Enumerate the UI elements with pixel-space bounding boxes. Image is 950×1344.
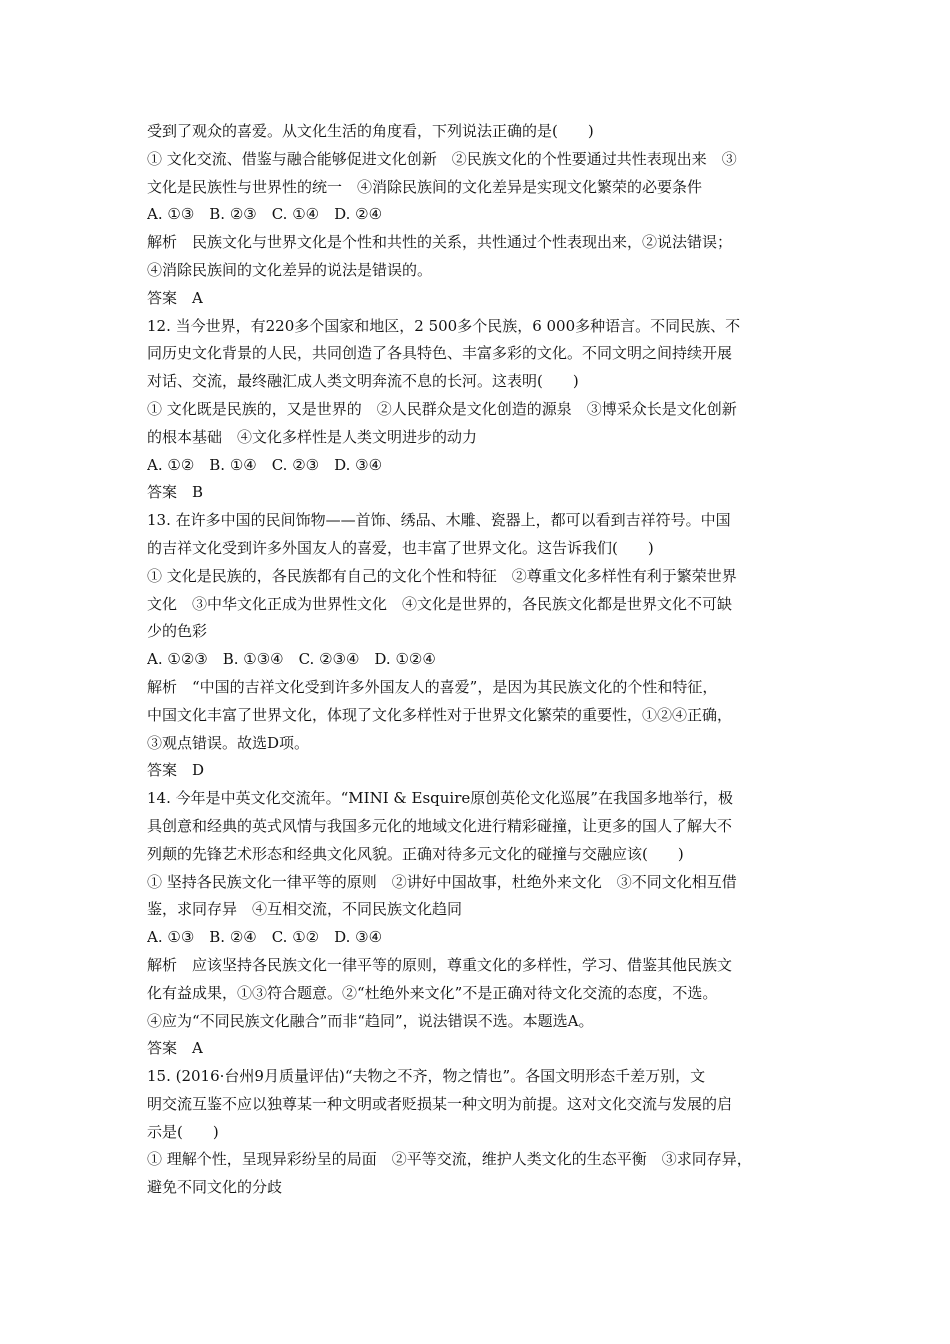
text-line: 明交流互鉴不应以独尊某一种文明或者贬损某一种文明为前提。这对文化交流与发展的启 [147,1094,733,1113]
text-line: ④消除民族间的文化差异的说法是错误的。 [147,260,433,279]
text-line: 少的色彩 [147,622,208,641]
text-line: 答案 A [147,1039,203,1058]
text-line: ① 理解个性，呈现异彩纷呈的局面 ②平等交流，维护人类文化的生态平衡 ③求同存异， [147,1150,752,1169]
text-line: ① 坚持各民族文化一律平等的原则 ②讲好中国故事，杜绝外来文化 ③不同文化相互借 [147,872,737,891]
text-line: A. ①③ B. ②④ C. ①② D. ③④ [147,928,383,947]
text-line: A. ①② B. ①④ C. ②③ D. ③④ [147,455,383,474]
text-line: 具创意和经典的英式风情与我国多元化的地域文化进行精彩碰撞，让更多的国人了解大不 [147,816,733,835]
text-line: 答案 D [147,761,205,780]
text-line: ① 文化是民族的，各民族都有自己的文化个性和特征 ②尊重文化多样性有利于繁荣世界 [147,566,737,585]
text-line: 12. 当今世界，有220多个国家和地区，2 500多个民族，6 000多种语言。不同民族、不 [147,316,741,335]
text-line: ③观点错误。故选D项。 [147,733,310,752]
text-line: 鉴，求同存异 ④互相交流，不同民族文化趋同 [147,900,463,919]
text-line: ④应为“不同民族文化融合”而非“趋同”，说法错误不选。本题选A。 [147,1011,594,1030]
text-line: 13. 在许多中国的民间饰物——首饰、绣品、木雕、瓷器上，都可以看到吉祥符号。中国 [147,511,731,530]
text-line: 解析 “中国的吉祥文化受到许多外国友人的喜爱”，是因为其民族文化的个性和特征， [147,677,718,696]
text-line: 列颠的先锋艺术形态和经典文化风貌。正确对待多元文化的碰撞与交融应该( ) [147,844,684,863]
text-line: 解析 应该坚持各民族文化一律平等的原则，尊重文化的多样性，学习、借鉴其他民族文 [147,955,733,974]
text-line: 解析 民族文化与世界文化是个性和共性的关系，共性通过个性表现出来，②说法错误； [147,233,733,252]
text-line: 化有益成果，①③符合题意。②“杜绝外来文化”不是正确对待文化交流的态度，不选。 [147,983,718,1002]
text-line: 对话、交流，最终融汇成人类文明奔流不息的长河。这表明( ) [147,372,579,391]
text-line: 中国文化丰富了世界文化，体现了文化多样性对于世界文化繁荣的重要性，①②④正确， [147,705,733,724]
text-line: A. ①③ B. ②③ C. ①④ D. ②④ [147,205,383,224]
text-line: 的吉祥文化受到许多外国友人的喜爱，也丰富了世界文化。这告诉我们( ) [147,538,654,557]
text-line: 答案 B [147,483,204,502]
text-line: 同历史文化背景的人民，共同创造了各具特色、丰富多彩的文化。不同文明之间持续开展 [147,344,733,363]
text-line: ① 文化交流、借鉴与融合能够促进文化创新 ②民族文化的个性要通过共性表现出来 ③ [147,149,737,168]
text-line: 15. (2016·台州9月质量评估)“夫物之不齐，物之情也”。各国文明形态千差万别，文 [147,1067,706,1086]
text-line: ① 文化既是民族的，又是世界的 ②人民群众是文化创造的源泉 ③博采众长是文化创新 [147,399,737,418]
document-page [147,118,813,1202]
text-line: 文化是民族性与世界性的统一 ④消除民族间的文化差异是实现文化繁荣的必要条件 [147,177,703,196]
text-line: 受到了观众的喜爱。从文化生活的角度看，下列说法正确的是( ) [147,122,594,140]
text-line: 避免不同文化的分歧 [147,1178,283,1197]
text-line: A. ①②③ B. ①③④ C. ②③④ D. ①②④ [147,650,436,669]
text-line: 文化 ③中华文化正成为世界性文化 ④文化是世界的，各民族文化都是世界文化不可缺 [147,594,733,613]
text-line: 答案 A [147,288,203,307]
text-line: 示是( ) [147,1122,219,1141]
text-line: 14. 今年是中英文化交流年。“MINI & Esquire原创英伦文化巡展”在我国多地举行，极 [147,789,733,808]
text-line: 的根本基础 ④文化多样性是人类文明进步的动力 [147,427,478,446]
